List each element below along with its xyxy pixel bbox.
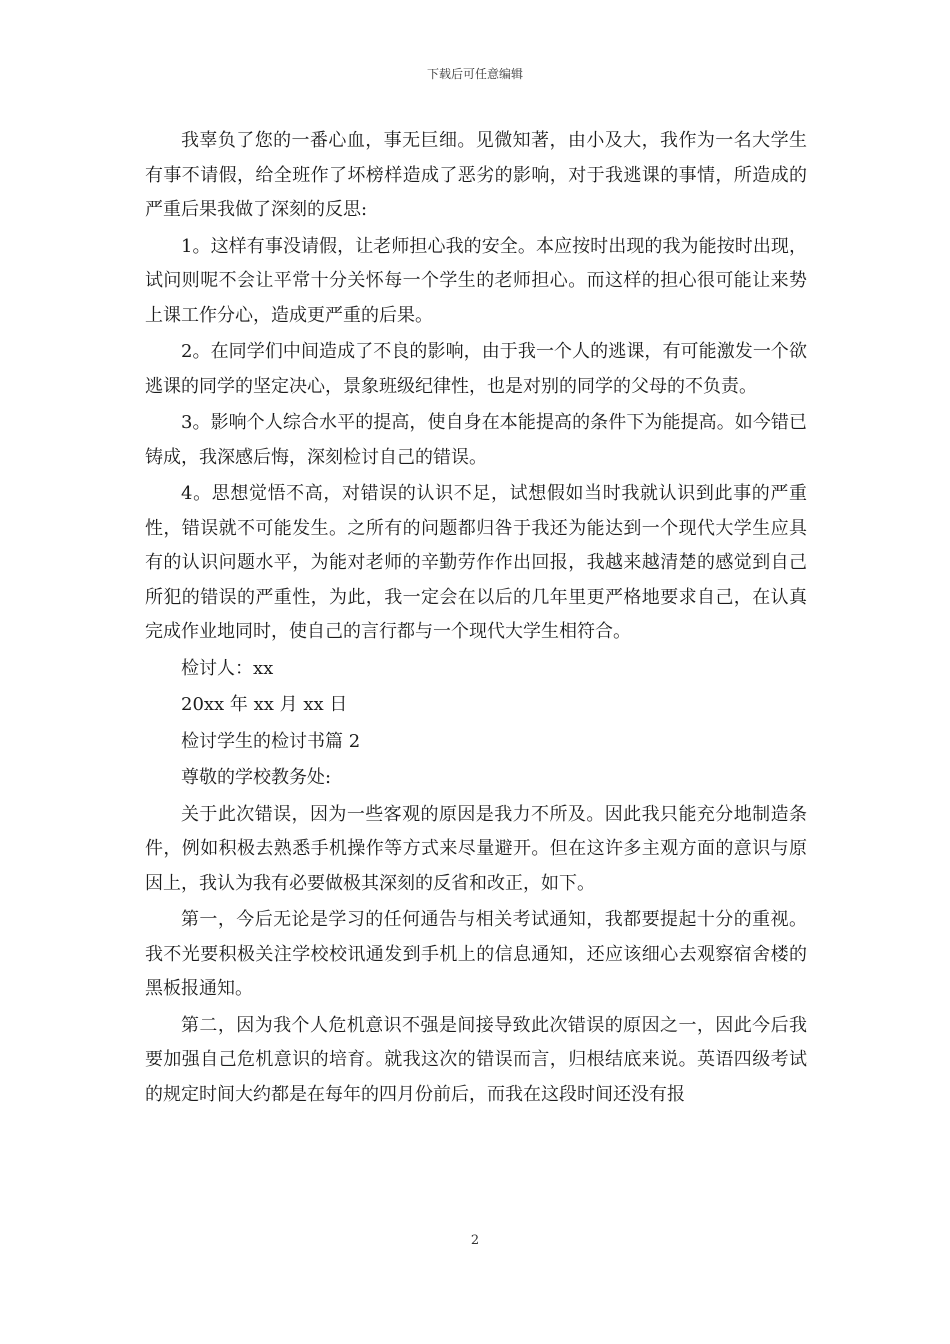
paragraph-error-intro: 关于此次错误，因为一些客观的原因是我力不所及。因此我只能充分地制造条件，例如积极去熟悉手机操作等方式来尽量避开。但在这许多主观方面的意识与原因上，我认为我有必要做极其深刻的反省和改正，如下。 [145, 803, 807, 894]
paragraph-intro: 我辜负了您的一番心血，事无巨细。见微知著，由小及大，我作为一名大学生有事不请假，给全班作了坏榜样造成了恶劣的影响，对于我逃课的事情，所造成的严重后果我做了深刻的反思: [145, 130, 807, 220]
paragraph-point-1: 1。这样有事没请假，让老师担心我的安全。本应按时出现的我为能按时出现，试问则呢不会让平常十分关怀每一个学生的老师担心。而这样的担心很可能让来势上课工作分心，造成更严重的后果。 [145, 235, 807, 326]
paragraph-second: 第二，因为我个人危机意识不强是间接导致此次错误的原因之一，因此今后我要加强自己危机意识的培育。就我这次的错误而言，归根结底来说。英语四级考试的规定时间大约都是在每年的四月份前后，而我在这段时间还没有报 [145, 1014, 807, 1105]
paragraph-point-3: 3。影响个人综合水平的提高，使自身在本能提高的条件下为能提高。如今错已铸成，我深感后悔，深刻检讨自己的错误。 [145, 412, 807, 468]
paragraph-point-2: 2。在同学们中间造成了不良的影响，由于我一个人的逃课，有可能激发一个欲逃课的同学的坚定决心，景象班级纪律性，也是对别的同学的父母的不负责。 [145, 341, 807, 397]
signature-line: 检讨人：xx [181, 657, 274, 679]
salutation: 尊敬的学校教务处: [181, 767, 332, 788]
section-title: 检讨学生的检讨书篇 2 [181, 730, 361, 752]
page-number: 2 [470, 1233, 480, 1248]
paragraph-first: 第一，今后无论是学习的任何通告与相关考试通知，我都要提起十分的重视。我不光要积极关注学校校讯通发到手机上的信息通知，还应该细心去观察宿舍楼的黑板报通知。 [145, 909, 807, 999]
page-header: 下载后可任意编辑 [426, 67, 523, 81]
paragraph-point-4: 4。思想觉悟不高，对错误的认识不足，试想假如当时我就认识到此事的严重性，错误就不可能发生。之所有的问题都归咎于我还为能达到一个现代大学生应具有的认识问题水平，为能对老师的辛勤劳作作出回报，我越来越清楚的感觉到自己所犯的错误的严重性，为此，我一定会在以后的几年里更严格地要求自己，在认真完成作业地同时，使自己的言行都与一个现代大学生相符合。 [145, 483, 807, 642]
document-body [145, 124, 807, 1112]
date-line: 20xx 年 xx 月 xx 日 [181, 694, 348, 715]
